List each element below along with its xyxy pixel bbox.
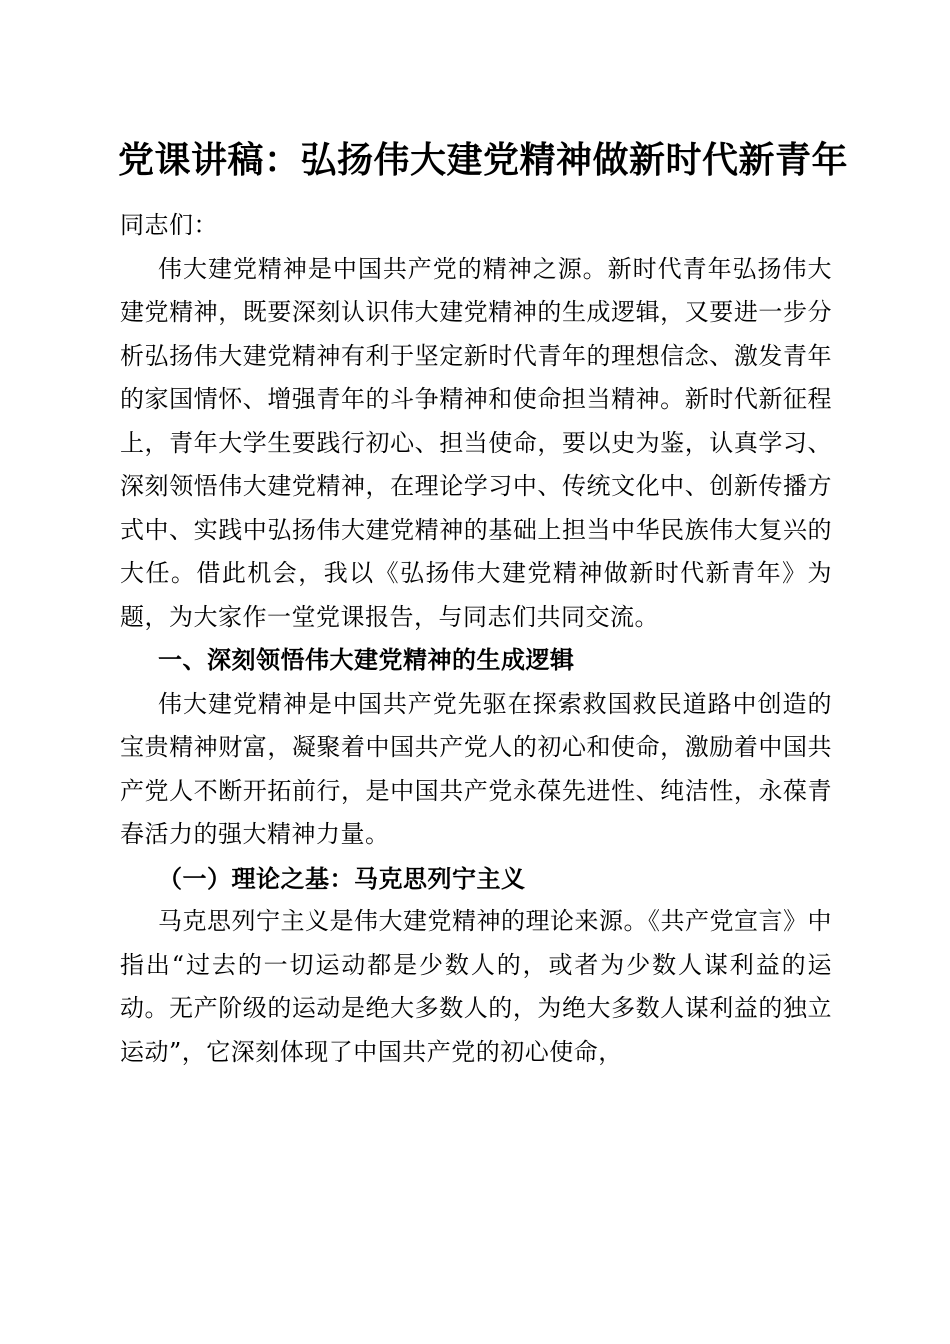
salutation: 同志们： — [120, 211, 218, 239]
document-body — [120, 204, 832, 1074]
subsection-heading-1: （一）理论之基：马克思列宁主义 — [158, 863, 526, 893]
section-heading-1: 一、深刻领悟伟大建党精神的生成逻辑 — [158, 646, 575, 674]
subsection-1-paragraph: 马克思列宁主义是伟大建党精神的理论来源。《共产党宣言》中指出“过去的一切运动都是少数人的，或者为少数人谋利益的运动。无产阶级的运动是绝大多数人的，为绝大多数人谋利益的独立运动”，它深刻体现了中国共产党的初心使命， — [120, 907, 832, 1066]
section-1-paragraph: 伟大建党精神是中国共产党先驱在探索救国救民道路中创造的宝贵精神财富，凝聚着中国共产党人的初心和使命，激励着中国共产党人不断开拓前行，是中国共产党永葆先进性、纯洁性，永葆青春活力的强大精神力量。 — [120, 689, 832, 848]
intro-paragraph: 伟大建党精神是中国共产党的精神之源。新时代青年弘扬伟大建党精神，既要深刻认识伟大建党精神的生成逻辑，又要进一步分析弘扬伟大建党精神有利于坚定新时代青年的理想信念、激发青年的家国情怀、增强青年的斗争精神和使命担当精神。新时代新征程上，青年大学生要践行初心、担当使命，要以史为鉴，认真学习、深刻领悟伟大建党精神，在理论学习中、传统文化中、创新传播方式中、实践中弘扬伟大建党精神的基础上担当中华民族伟大复兴的大任。借此机会，我以《弘扬伟大建党精神做新时代新青年》为题，为大家作一堂党课报告，与同志们共同交流。 — [120, 254, 832, 631]
document-title: 党课讲稿：弘扬伟大建党精神做新时代新青年 — [118, 140, 849, 181]
